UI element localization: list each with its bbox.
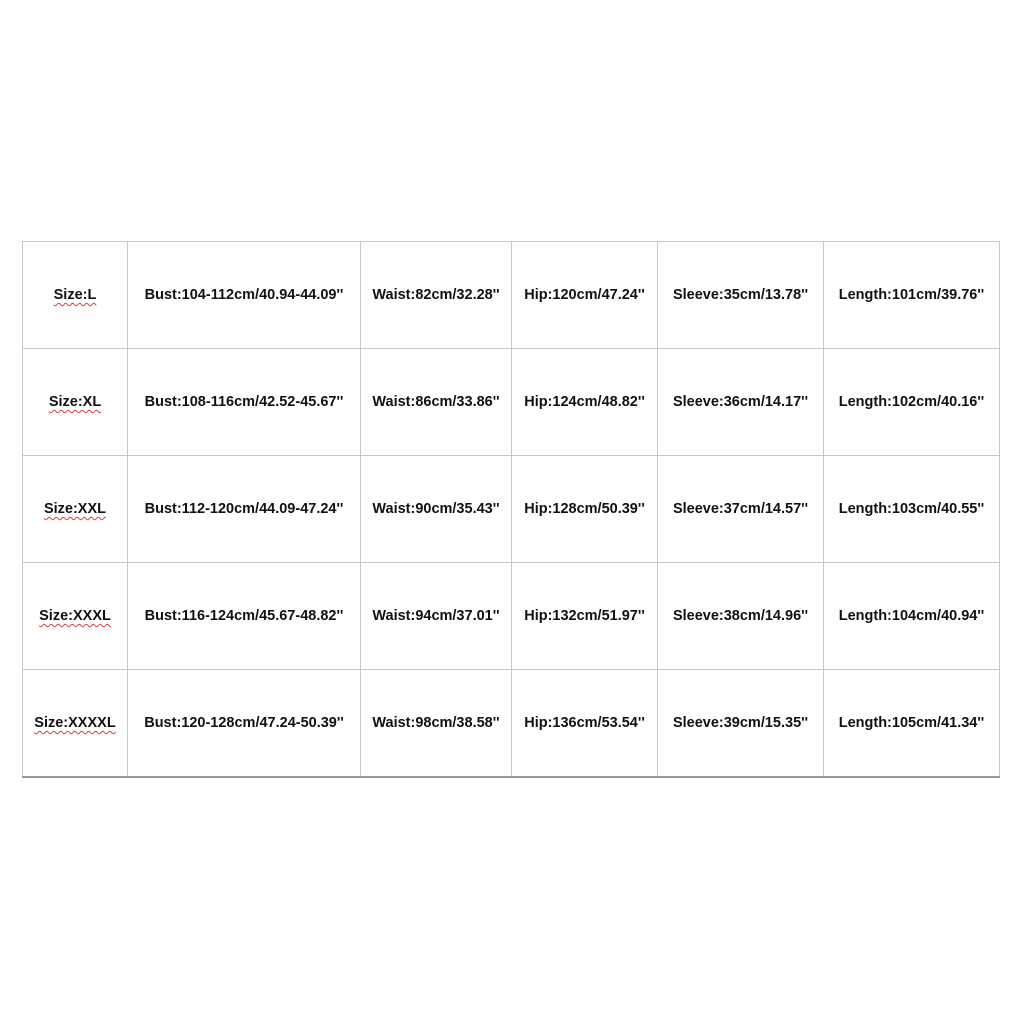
length-cell: Length:101cm/39.76'' — [824, 242, 1000, 349]
waist-cell: Waist:90cm/35.43'' — [361, 456, 512, 563]
table-row — [23, 670, 1000, 778]
table-row — [23, 242, 1000, 349]
size-cell — [23, 670, 128, 778]
hip-cell: Hip:136cm/53.54'' — [512, 670, 658, 778]
size-cell — [23, 563, 128, 670]
bust-cell: Bust:104-112cm/40.94-44.09'' — [128, 242, 361, 349]
bust-cell: Bust:120-128cm/47.24-50.39'' — [128, 670, 361, 778]
sleeve-cell: Sleeve:39cm/15.35'' — [658, 670, 824, 778]
length-cell: Length:105cm/41.34'' — [824, 670, 1000, 778]
size-label: Size:XXXXL — [34, 715, 116, 731]
sleeve-cell: Sleeve:35cm/13.78'' — [658, 242, 824, 349]
hip-cell: Hip:128cm/50.39'' — [512, 456, 658, 563]
table-row — [23, 563, 1000, 670]
size-label: Size:XXL — [43, 501, 107, 517]
size-cell — [23, 456, 128, 563]
size-label: Size:XXXL — [39, 608, 111, 624]
length-cell: Length:104cm/40.94'' — [824, 563, 1000, 670]
size-chart-table — [22, 241, 1000, 778]
waist-cell: Waist:98cm/38.58'' — [361, 670, 512, 778]
size-cell — [23, 242, 128, 349]
length-cell: Length:102cm/40.16'' — [824, 349, 1000, 456]
size-label: Size:L — [53, 287, 97, 303]
bust-cell: Bust:116-124cm/45.67-48.82'' — [128, 563, 361, 670]
size-cell — [23, 349, 128, 456]
table-row — [23, 456, 1000, 563]
hip-cell: Hip:124cm/48.82'' — [512, 349, 658, 456]
hip-cell: Hip:132cm/51.97'' — [512, 563, 658, 670]
waist-cell: Waist:82cm/32.28'' — [361, 242, 512, 349]
sleeve-cell: Sleeve:36cm/14.17'' — [658, 349, 824, 456]
hip-cell: Hip:120cm/47.24'' — [512, 242, 658, 349]
sleeve-cell: Sleeve:38cm/14.96'' — [658, 563, 824, 670]
bust-cell: Bust:108-116cm/42.52-45.67'' — [128, 349, 361, 456]
waist-cell: Waist:94cm/37.01'' — [361, 563, 512, 670]
length-cell: Length:103cm/40.55'' — [824, 456, 1000, 563]
table-row — [23, 349, 1000, 456]
bust-cell: Bust:112-120cm/44.09-47.24'' — [128, 456, 361, 563]
size-label: Size:XL — [48, 394, 102, 410]
sleeve-cell: Sleeve:37cm/14.57'' — [658, 456, 824, 563]
waist-cell: Waist:86cm/33.86'' — [361, 349, 512, 456]
